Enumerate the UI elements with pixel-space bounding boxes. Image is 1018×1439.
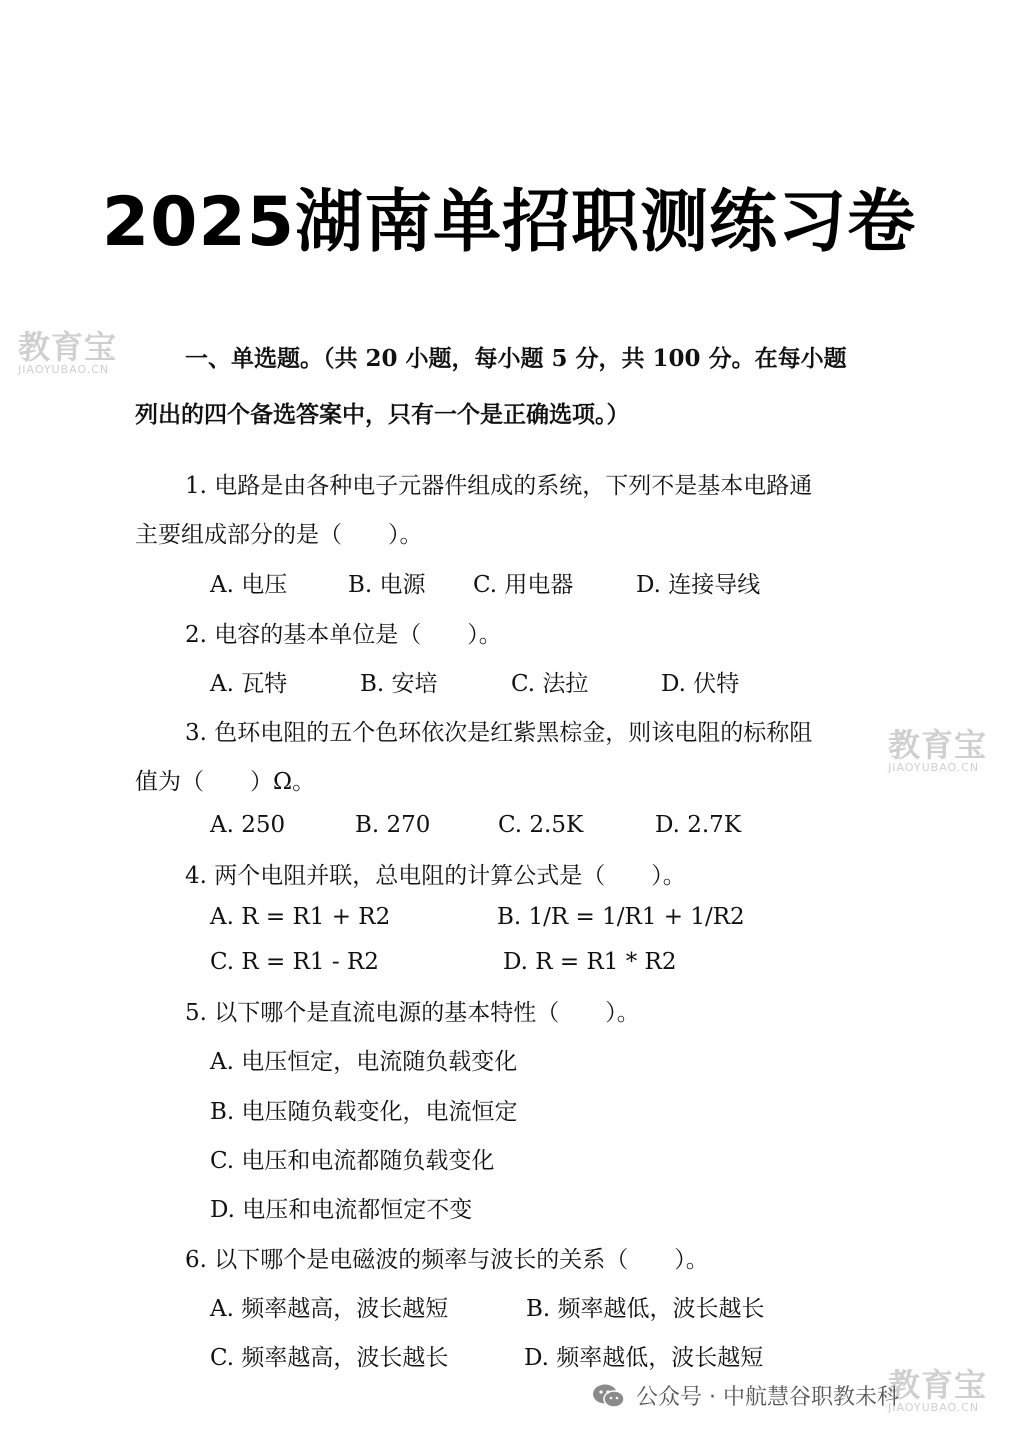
page-title: 2025湖南单招职测练习卷: [101, 183, 917, 262]
question-5-option-c: C. 电压和电流都随负载变化: [210, 1148, 495, 1174]
question-3-text-cont: 值为（ ）Ω。: [135, 769, 316, 795]
question-1-option-a: A. 电压: [210, 572, 288, 598]
question-5-option-b: B. 电压随负载变化，电流恒定: [210, 1099, 518, 1125]
watermark-logo: 教育宝 JIAOYUBAO.CN: [18, 328, 118, 376]
question-4-option-b: B. 1/R = 1/R1 + 1/R2: [497, 904, 745, 930]
question-3-option-c: C. 2.5K: [498, 812, 584, 838]
question-2-option-a: A. 瓦特: [210, 671, 288, 697]
question-4-text: 4. 两个电阻并联，总电阻的计算公式是（ ）。: [185, 863, 686, 889]
question-2-option-c: C. 法拉: [511, 671, 589, 697]
question-3-text: 3. 色环电阻的五个色环依次是红紫黑棕金，则该电阻的标称阻: [185, 720, 813, 746]
question-6-option-b: B. 频率越低，波长越长: [526, 1296, 765, 1322]
question-1-option-d: D. 连接导线: [636, 572, 761, 598]
question-5-option-a: A. 电压恒定，电流随负载变化: [210, 1049, 518, 1075]
question-4-option-c: C. R = R1 - R2: [210, 949, 379, 975]
question-1-option-c: C. 用电器: [473, 572, 574, 598]
watermark-logo: 教育宝 JIAOYUBAO.CN: [888, 726, 988, 774]
question-6-option-c: C. 频率越高，波长越长: [210, 1345, 449, 1371]
question-3-option-b: B. 270: [355, 812, 431, 838]
question-6-text: 6. 以下哪个是电磁波的频率与波长的关系（ ）。: [185, 1247, 709, 1273]
section-heading-line2: 列出的四个备选答案中，只有一个是正确选项。）: [135, 401, 630, 428]
question-4-option-a: A. R = R1 + R2: [210, 904, 391, 930]
question-1-text: 1. 电路是由各种电子元器件组成的系统，下列不是基本电路通: [185, 473, 813, 499]
question-3-option-a: A. 250: [210, 812, 286, 838]
wechat-icon: [592, 1383, 626, 1409]
section-heading-line1: 一、单选题。（共 20 小题，每小题 5 分，共 100 分。在每小题: [185, 345, 847, 372]
question-2-text: 2. 电容的基本单位是（ ）。: [185, 622, 502, 648]
question-2-option-d: D. 伏特: [661, 671, 740, 697]
question-3-option-d: D. 2.7K: [655, 812, 742, 838]
footer-text: 公众号 · 中航慧谷职教未科: [636, 1385, 899, 1410]
question-1-option-b: B. 电源: [348, 572, 426, 598]
question-5-text: 5. 以下哪个是直流电源的基本特性（ ）。: [185, 1000, 640, 1026]
question-6-option-d: D. 频率越低，波长越短: [524, 1345, 764, 1371]
question-5-option-d: D. 电压和电流都恒定不变: [210, 1197, 473, 1223]
question-6-option-a: A. 频率越高，波长越短: [210, 1296, 449, 1322]
watermark-logo: 教育宝 JIAOYUBAO.CN: [888, 1366, 988, 1414]
footer-account: [592, 1380, 899, 1411]
question-1-text-cont: 主要组成部分的是（ ）。: [135, 522, 423, 548]
question-2-option-b: B. 安培: [360, 671, 438, 697]
question-4-option-d: D. R = R1 * R2: [503, 949, 677, 975]
